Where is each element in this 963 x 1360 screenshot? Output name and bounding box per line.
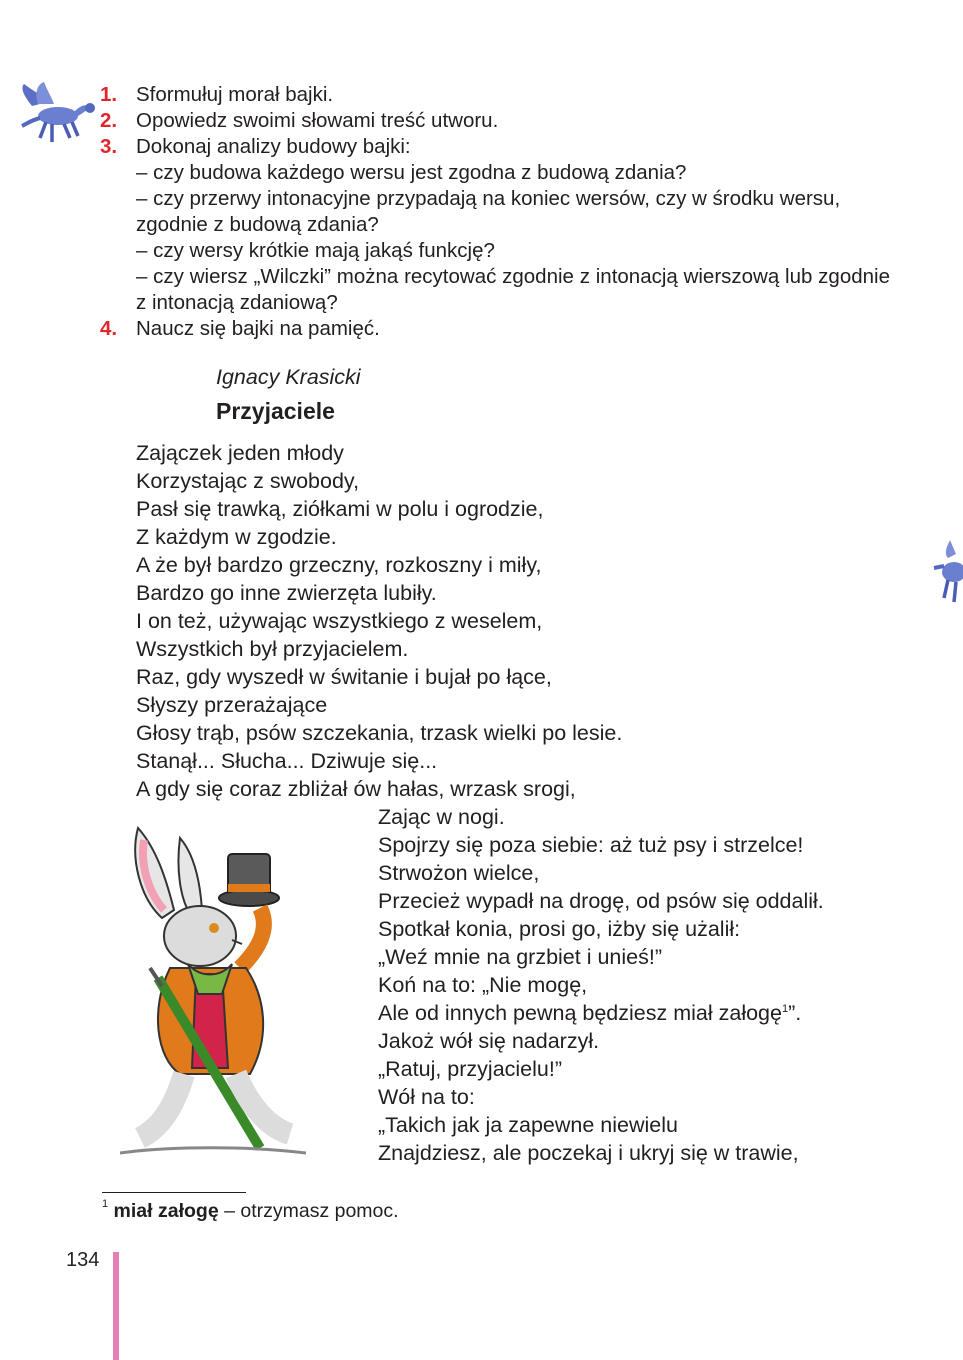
poem-line: „Ratuj, przyjacielu!” [378,1057,562,1081]
poem-line: Głosy trąb, psów szczekania, trzask wielki po lesie. [136,721,623,745]
question-item [100,108,890,134]
poem-line: Z każdym w zgodzie. [136,525,337,549]
footnote-divider [102,1192,246,1193]
poem-line: Spojrzy się poza siebie: aż tuż psy i strzelce! [378,833,804,857]
subquestion: – czy wersy krótkie mają jakąś funkcję? [136,239,495,262]
poem-line: Pasł się trawką, ziółkami w polu i ogrodzie, [136,497,544,521]
rabbit-illustration [110,818,310,1163]
footnote-number: 1 [102,1198,109,1210]
poem-line: A gdy się coraz zbliżał ów hałas, wrzask srogi, [136,777,576,801]
poem-line: Koń na to: „Nie mogę, [378,973,588,997]
poem-line: I on też, używając wszystkiego z weselem, [136,609,543,633]
footnote-text: – otrzymasz pomoc. [218,1200,399,1222]
poem-line: Zajączek jeden młody [136,441,344,465]
poem-line: Strwożon wielce, [378,861,540,885]
question-item [100,316,890,342]
page-margin-bar [113,1252,119,1360]
poem-title: Przyjaciele [216,398,335,424]
question-item [100,82,890,108]
footnote-marker: 1 [781,1003,789,1015]
subquestion: – czy wiersz „Wilczki” można recytować zgodnie z intonacją wierszową lub zgodnie z intonacją zdaniową? [136,265,890,314]
poem-line: Wszystkich był przyjacielem. [136,637,409,661]
poem-line-end: ”. [788,1001,802,1025]
poem-line: Wół na to: [378,1085,475,1109]
question-item [100,134,890,160]
poem-line: Zając w nogi. [378,805,505,829]
subquestion: – czy budowa każdego wersu jest zgodna z budową zdania? [136,161,687,184]
footnote-term: miał załogę [113,1200,219,1222]
question-number: 3. [100,135,118,158]
question-number: 1. [100,83,118,106]
poem-line: Raz, gdy wyszedł w świtanie i bujał po łące, [136,665,552,689]
poem-line: A że był bardzo grzeczny, rozkoszny i miły, [136,553,542,577]
pegasus-icon [930,538,963,606]
question-text: Naucz się bajki na pamięć. [136,317,380,340]
poem-line: Jakoż wół się nadarzył. [378,1029,600,1053]
question-text: Sformułuj morał bajki. [136,83,334,106]
poem-line: Bardzo go inne zwierzęta lubiły. [136,581,437,605]
poem-line: Korzystając z swobody, [136,469,360,493]
poem-line: Stanął... Słucha... Dziwuje się... [136,749,438,773]
poem-line: „Takich jak ja zapewne niewielu [378,1113,678,1137]
page-number: 134 [66,1249,100,1271]
footnote [102,1200,399,1223]
question-text: Dokonaj analizy budowy bajki: [136,135,411,158]
pegasus-icon [18,80,100,146]
poem-line: Przecież wypadł na drogę, od psów się oddalił. [378,889,824,913]
poem-line: Słyszy przerażające [136,693,328,717]
poem-line: Znajdziesz, ale poczekaj i ukryj się w trawie, [378,1141,799,1165]
subquestion: – czy przerwy intonacyjne przypadają na koniec wersów, czy w środku wersu, zgodnie z budową zdania? [136,187,841,236]
poem-author: Ignacy Krasicki [216,365,361,389]
question-list [100,82,890,342]
poem-line-text: Ale od innych pewną będziesz miał załogę [378,1001,782,1025]
question-number: 2. [100,109,118,132]
question-number: 4. [100,317,118,340]
poem-line: „Weź mnie na grzbiet i unieś!” [378,945,662,969]
question-text: Opowiedz swoimi słowami treść utworu. [136,109,499,132]
poem-line: Spotkał konia, prosi go, iżby się użalił: [378,917,741,941]
